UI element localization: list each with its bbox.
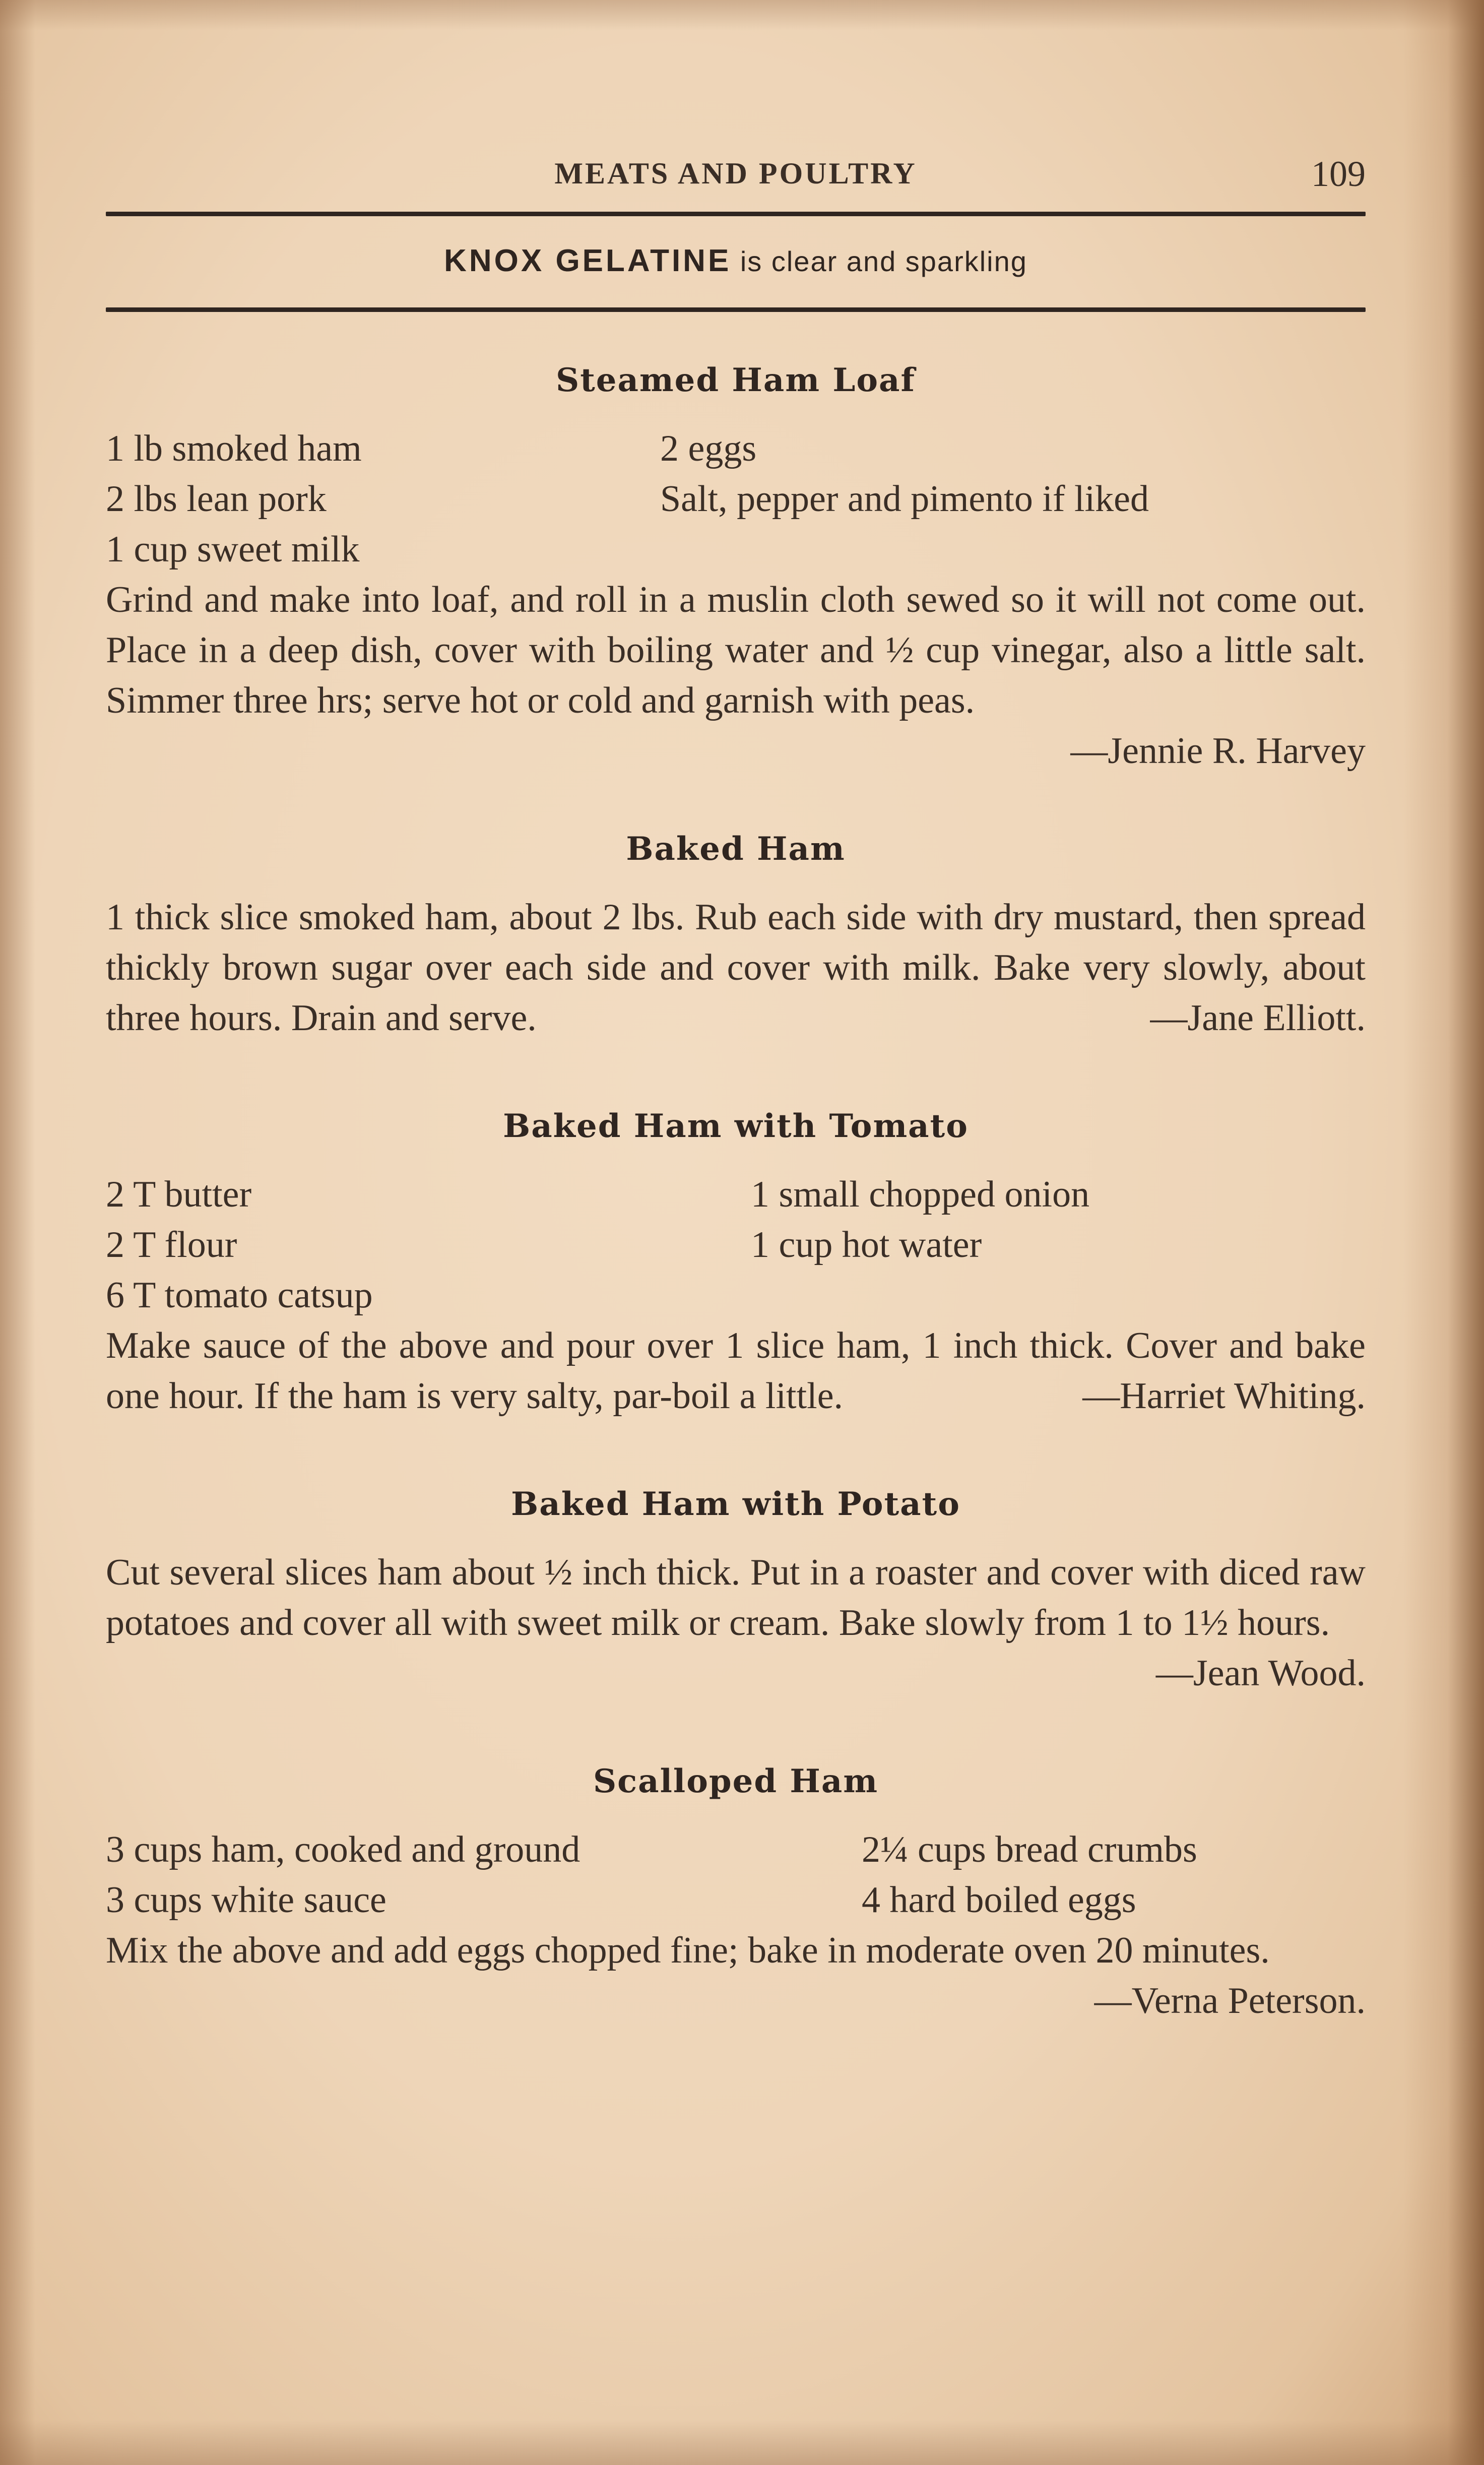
recipe-author: —Jennie R. Harvey: [1070, 730, 1366, 772]
recipe-method: [106, 1320, 1366, 1421]
recipe-author: —Verna Peterson.: [1094, 1980, 1366, 2021]
recipe-baked-ham-with-potato: [106, 1477, 1366, 1698]
ingredient-list: [106, 1169, 1366, 1320]
ingredient-item: 2¼ cups bread crumbs: [862, 1829, 1197, 1870]
advertising-tagline: [106, 243, 1366, 279]
ingredient-item: 2 lbs lean pork: [106, 478, 327, 520]
recipe-baked-ham-with-tomato: [106, 1099, 1366, 1421]
ingredient-item: 1 cup hot water: [751, 1224, 982, 1266]
page-edge-top: [0, 0, 1484, 30]
recipe-steamed-ham-loaf: [106, 353, 1366, 776]
header-rule-top: [106, 212, 1366, 216]
ingredient-item: 3 cups white sauce: [106, 1879, 386, 1921]
tagline-brand: KNOX GELATINE: [444, 243, 732, 278]
tagline-text: is clear and sparkling: [731, 245, 1027, 277]
ingredient-item: 1 small chopped onion: [751, 1174, 1090, 1215]
recipe-author: —Harriet Whiting.: [1082, 1375, 1366, 1417]
ingredient-item: 2 eggs: [660, 428, 757, 469]
recipe-method: Mix the above and add eggs chopped fine; bake in moderate oven 20 minutes.: [106, 1930, 1270, 1971]
ingredient-item: 1 lb smoked ham: [106, 428, 362, 469]
page-edge-right: [1403, 0, 1484, 2465]
recipe-title: Steamed Ham Loaf: [555, 361, 916, 399]
recipe-title: Baked Ham with Tomato: [503, 1107, 969, 1145]
recipe-method: Cut several slices ham about ½ inch thick. Put in a roaster and cover with diced raw potatoes and cover all with sweet milk or cream. Bake slowly from 1 to 1½ hours.: [106, 1552, 1366, 1644]
header-rule-bottom: [106, 307, 1366, 312]
ingredient-item: 6 T tomato catsup: [106, 1275, 373, 1316]
page-edge-left: [0, 0, 35, 2465]
page-header: [106, 156, 1366, 202]
page-number: 109: [1311, 154, 1366, 194]
ingredient-item: 3 cups ham, cooked and ground: [106, 1829, 580, 1870]
recipe-title: Baked Ham: [626, 830, 846, 868]
ingredient-item: 2 T flour: [106, 1224, 237, 1266]
recipe-author: —Jean Wood.: [1155, 1653, 1366, 1694]
ingredient-item: Salt, pepper and pimento if liked: [660, 478, 1149, 520]
ingredient-list: [106, 1824, 1366, 1925]
ingredient-list: [106, 423, 1366, 575]
recipe-method: Grind and make into loaf, and roll in a muslin cloth sewed so it will not come out. Place in a deep dish, cover with boiling water and ½ cup vinegar, also a little salt. Simmer three hrs; serve hot or cold and garnish with peas.: [106, 579, 1366, 721]
recipe-title: Baked Ham with Potato: [511, 1485, 960, 1523]
page-edge-bottom: [0, 2420, 1484, 2465]
ingredient-item: 2 T butter: [106, 1174, 252, 1215]
recipe-scalloped-ham: [106, 1754, 1366, 2026]
recipe-method: [106, 892, 1366, 1043]
recipe-title: Scalloped Ham: [593, 1762, 879, 1800]
ingredient-item: 1 cup sweet milk: [106, 529, 360, 570]
running-head: MEATS AND POULTRY: [554, 157, 917, 190]
recipe-author: —Jane Elliott.: [1150, 997, 1366, 1039]
recipe-method-text: Make sauce of the above and pour over 1 slice ham, 1 inch thick. Cover and bake one hour. If the ham is very salty, par-boil a little.: [106, 1325, 1366, 1417]
recipe-baked-ham: [106, 821, 1366, 1043]
recipe-content: [106, 353, 1366, 2026]
ingredient-item: 4 hard boiled eggs: [862, 1879, 1136, 1921]
recipe-method-text: 1 thick slice smoked ham, about 2 lbs. Rub each side with dry mustard, then spread thickly brown sugar over each side and cover with milk. Bake very slowly, about three hours. Drain and serve.: [106, 897, 1366, 1039]
